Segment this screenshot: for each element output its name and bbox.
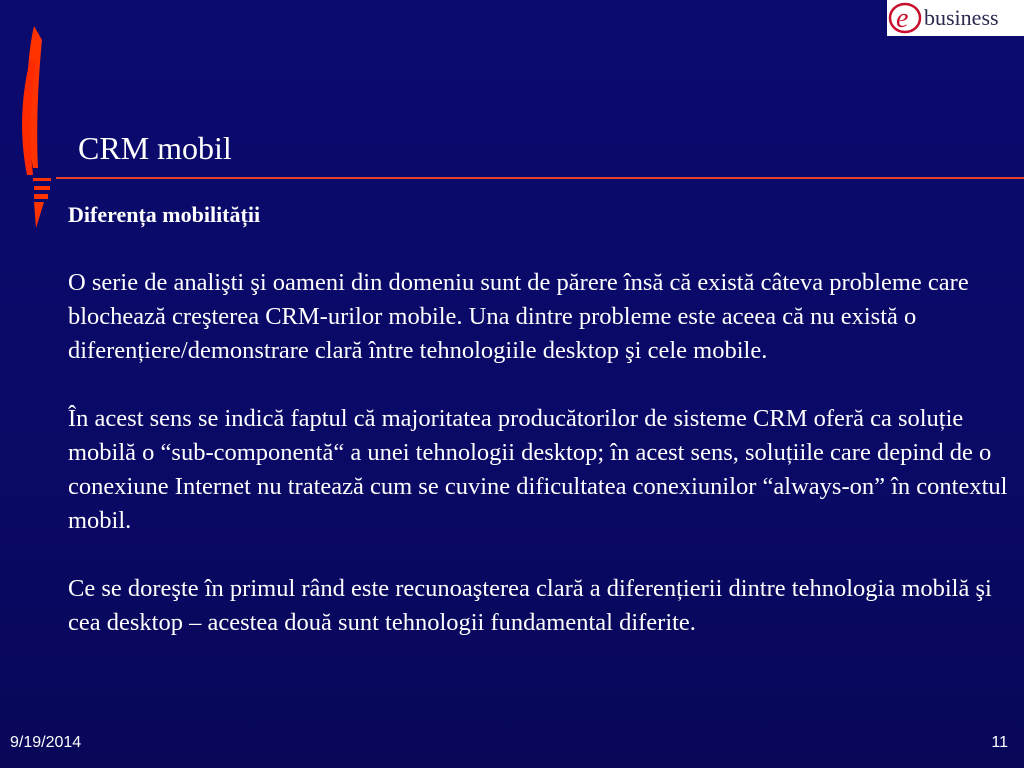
paragraph-3: Ce se doreşte în primul rând este recunoaşterea clară a diferențierii dintre tehnologia mobilă şi cea desktop – acestea două sunt tehnologii fundamental diferite. [68, 575, 992, 636]
ebusiness-logo [887, 0, 1024, 36]
logo-word: business [924, 5, 999, 30]
slide-title: CRM mobil [78, 130, 232, 166]
e-letter-icon [887, 0, 927, 36]
subheading: Diferența mobilității [68, 202, 261, 227]
slide-body [68, 198, 1008, 640]
paragraph-1: O serie de analişti şi oameni din domeniu sunt de părere însă că există câteva probleme care blochează creşterea CRM-urilor mobile. Una dintre probleme este aceea că nu există o diferențiere/demonstrare clară între tehnologiile desktop şi cele mobile. [68, 269, 969, 364]
logo-letter: e [896, 3, 909, 34]
red-swoosh-decoration [0, 0, 60, 240]
footer-date: 9/19/2014 [10, 734, 82, 751]
paragraph-2: În acest sens se indică faptul că majoritatea producătorilor de sisteme CRM oferă ca soluție mobilă o “sub-componentă“ a unei tehnologii desktop; în acest sens, soluțiile care depind de o conexiune Internet nu tratează cum se cuvine dificultatea conexiunilor “always-on” în contextul mobil. [68, 405, 1008, 534]
title-divider [56, 177, 1024, 179]
page-number: 11 [991, 734, 1008, 751]
